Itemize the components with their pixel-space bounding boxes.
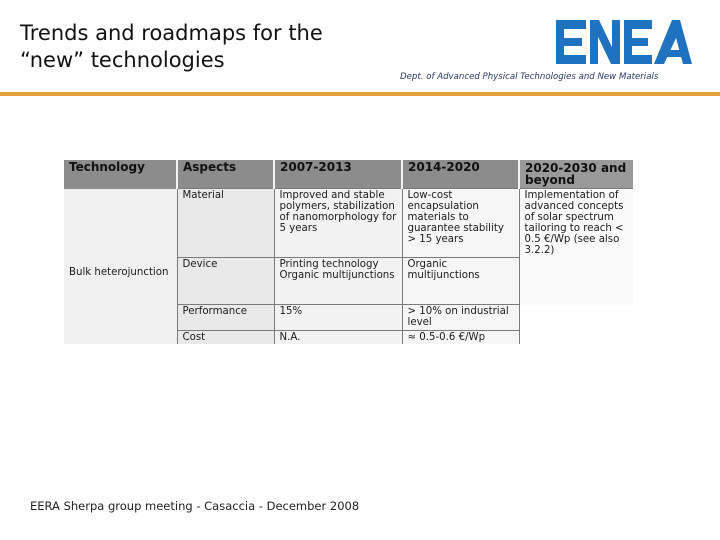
cell-2014-2020: > 10% on industrial level <box>402 305 519 331</box>
cell-2007-2013: 15% <box>274 305 402 331</box>
cell-2014-2020: Low-cost encapsulation materials to guarantee stability > 15 years <box>402 189 519 258</box>
slide-title <box>20 20 390 74</box>
col-2007-2013: 2007-2013 <box>274 160 402 189</box>
header-divider <box>0 92 720 96</box>
empty-cell <box>519 305 633 344</box>
col-aspects: Aspects <box>177 160 274 189</box>
department-label: Dept. of Advanced Physical Technologies and New Materials <box>400 72 659 82</box>
cell-2007-2013: Printing technology Organic multijunctions <box>274 258 402 305</box>
title-line-2: “new” technologies <box>20 48 225 72</box>
cell-2020-2030: Implementation of advanced concepts of solar spectrum tailoring to reach < 0.5 €/Wp (see also 3.2.2) <box>519 189 633 305</box>
enea-logo <box>556 18 692 66</box>
col-2014-2020: 2014-2020 <box>402 160 519 189</box>
aspect-cell: Performance <box>177 305 274 331</box>
cell-2007-2013: Improved and stable polymers, stabilization of nanomorphology for 5 years <box>274 189 402 258</box>
cell-2014-2020: Organic multijunctions <box>402 258 519 305</box>
footer-text: EERA Sherpa group meeting - Casaccia - December 2008 <box>30 499 360 513</box>
aspect-cell: Device <box>177 258 274 305</box>
title-line-1: Trends and roadmaps for the <box>20 21 323 45</box>
table-row <box>64 189 633 258</box>
technology-cell: Bulk heterojunction <box>64 189 177 344</box>
aspect-cell: Material <box>177 189 274 258</box>
roadmap-table <box>64 160 633 344</box>
table-header-row <box>64 160 633 189</box>
aspect-cell: Cost <box>177 330 274 344</box>
col-technology: Technology <box>64 160 177 189</box>
cell-2007-2013: N.A. <box>274 330 402 344</box>
cell-2014-2020: ≈ 0.5-0.6 €/Wp <box>402 330 519 344</box>
col-2020-2030: 2020-2030 and beyond <box>519 160 633 189</box>
